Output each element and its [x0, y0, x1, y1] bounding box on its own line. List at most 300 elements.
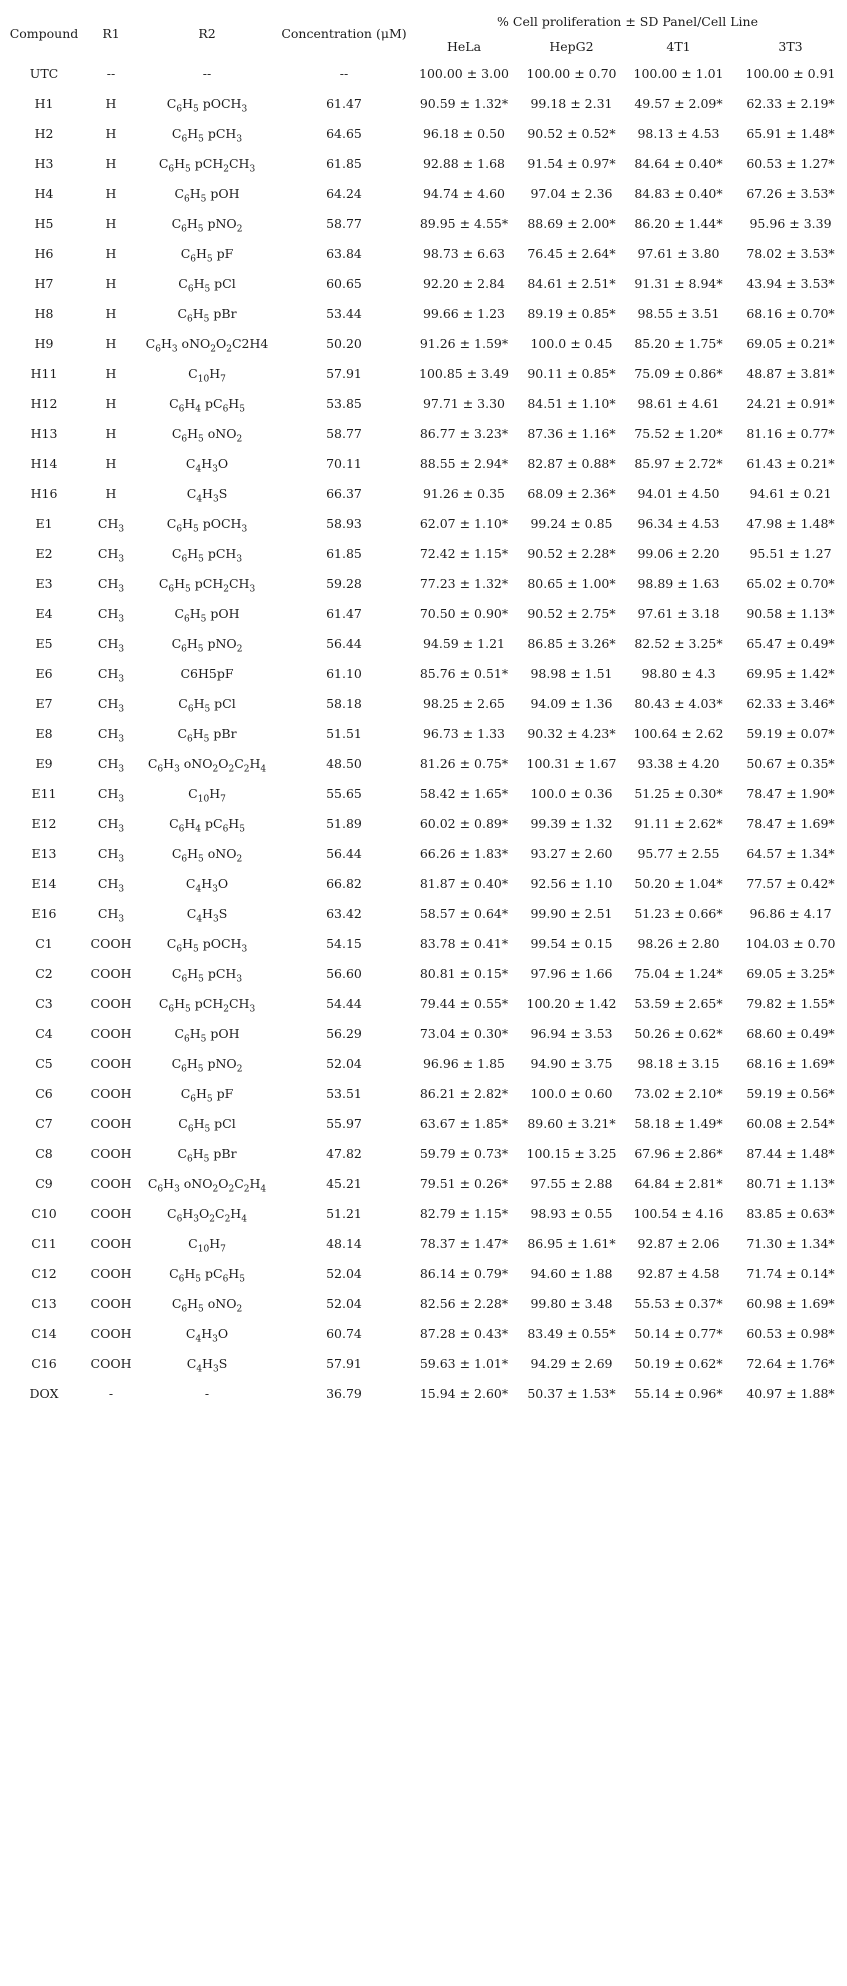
hela-value: 86.21 ± 2.82* [419, 1085, 509, 1101]
r2-cell [134, 328, 280, 358]
concentration-cell: 54.44 [326, 995, 362, 1011]
formula-subscript: 4 [195, 464, 202, 475]
r2-cell [134, 1138, 280, 1168]
formula-subscript: 4 [196, 494, 203, 505]
formula-subscript: 5 [239, 1274, 245, 1285]
compound-cell: DOX [29, 1385, 59, 1401]
hepg2-value: 89.19 ± 0.85* [527, 305, 616, 321]
3t3-value: 94.61 ± 0.21 [749, 485, 832, 501]
hela-value: 86.14 ± 0.79* [419, 1265, 509, 1281]
3t3-value: 65.02 ± 0.70* [746, 575, 835, 591]
formula-subscript: 5 [198, 974, 204, 985]
compound-cell: C14 [31, 1325, 57, 1341]
table-row [0, 658, 847, 688]
concentration-cell: 58.77 [326, 215, 362, 231]
formula-text: C [158, 155, 169, 171]
compound-cell: E3 [35, 575, 53, 591]
3t3-value: 65.47 ± 0.49* [746, 635, 835, 651]
r1-cell [88, 538, 134, 568]
formula-subscript: 6 [168, 584, 175, 595]
formula-subscript: 7 [220, 1244, 226, 1255]
r2-cell [134, 1078, 280, 1108]
3t3-value: 60.53 ± 0.98* [746, 1325, 835, 1341]
formula-text: pCH [203, 125, 237, 141]
formula-subscript: 5 [198, 1304, 204, 1315]
formula-text: pOH [206, 1025, 240, 1041]
hela-value: 81.87 ± 0.40* [419, 875, 509, 891]
table-row [0, 1258, 847, 1288]
3t3-value: 78.47 ± 1.69* [746, 815, 835, 831]
formula-text: H [174, 995, 186, 1011]
4t1-value: 84.64 ± 0.40* [634, 155, 723, 171]
r1-cell [88, 448, 134, 478]
formula-text: COOH [90, 935, 132, 951]
concentration-cell: 54.15 [326, 935, 362, 951]
formula-text: pCl [210, 275, 236, 291]
concentration-cell: 56.29 [326, 1025, 362, 1041]
formula-text: H [105, 365, 117, 381]
r2-cell [134, 88, 280, 118]
3t3-value: 80.71 ± 1.13* [746, 1175, 835, 1191]
formula-subscript: 4 [196, 914, 203, 925]
formula-subscript: 2 [236, 434, 243, 445]
formula-text: C [178, 275, 188, 291]
r2-cell [134, 268, 280, 298]
formula-text: S [218, 485, 228, 501]
formula-text: H [105, 455, 117, 471]
formula-text: H [182, 95, 194, 111]
4t1-value: 75.04 ± 1.24* [634, 965, 723, 981]
formula-text: S [218, 1355, 228, 1371]
formula-text: pF [212, 1085, 234, 1101]
4t1-value: 53.59 ± 2.65* [634, 995, 723, 1011]
concentration-cell: 59.28 [326, 575, 362, 591]
formula-subscript: 3 [236, 974, 243, 985]
3t3-value: 24.21 ± 0.91* [746, 395, 835, 411]
formula-text: H [186, 215, 198, 231]
formula-subscript: 3 [236, 554, 243, 565]
concentration-cell: 45.21 [326, 1175, 362, 1191]
r1-cell [88, 148, 134, 178]
formula-text: pNO [203, 635, 237, 651]
table-row [0, 298, 847, 328]
4t1-value: 50.26 ± 0.62* [634, 1025, 723, 1041]
4t1-value: 99.06 ± 2.20 [637, 545, 720, 561]
4t1-value: 98.18 ± 3.15 [637, 1055, 720, 1071]
formula-text: pOCH [198, 515, 242, 531]
formula-text: H [105, 425, 117, 441]
formula-text: COOH [90, 1145, 132, 1161]
hepg2-value: 96.94 ± 3.53 [530, 1025, 613, 1041]
hepg2-value: 93.27 ± 2.60 [530, 845, 613, 861]
r1-cell [88, 1048, 134, 1078]
3t3-value: 50.67 ± 0.35* [746, 755, 835, 771]
4t1-value: 100.00 ± 1.01 [633, 65, 724, 81]
formula-subscript: 2 [212, 1184, 219, 1195]
4t1-value: 50.20 ± 1.04* [634, 875, 723, 891]
formula-text: H [105, 245, 117, 261]
table-row [0, 628, 847, 658]
4t1-value: 67.96 ± 2.86* [634, 1145, 723, 1161]
4t1-value: 92.87 ± 4.58 [637, 1265, 720, 1281]
3t3-value: 48.87 ± 3.81* [746, 365, 835, 381]
hepg2-value: 83.49 ± 0.55* [527, 1325, 616, 1341]
compound-cell: C9 [35, 1175, 53, 1191]
formula-text: pOH [206, 185, 240, 201]
formula-subscript: 6 [187, 1124, 194, 1135]
hela-value: 82.56 ± 2.28* [419, 1295, 509, 1311]
r1-cell [88, 1228, 134, 1258]
3t3-value: 100.00 ± 0.91 [745, 65, 836, 81]
formula-subscript: 5 [204, 1124, 211, 1135]
hepg2-value: 91.54 ± 0.97* [527, 155, 616, 171]
hepg2-value: 100.00 ± 0.70 [526, 65, 617, 81]
concentration-cell: 52.04 [326, 1295, 362, 1311]
concentration-cell: 64.24 [326, 185, 362, 201]
formula-text: C [174, 605, 185, 621]
formula-text: C [147, 755, 158, 771]
compound-cell: C10 [31, 1205, 57, 1221]
formula-text: C [186, 905, 197, 921]
formula-text: H [196, 245, 207, 261]
formula-subscript: 2 [223, 584, 229, 595]
formula-subscript: 3 [241, 104, 248, 115]
hepg2-value: 76.45 ± 2.64* [527, 245, 616, 261]
formula-subscript: 3 [171, 344, 178, 355]
compound-cell: C6 [35, 1085, 53, 1101]
table-row [0, 268, 847, 298]
formula-subscript: 6 [181, 1064, 187, 1075]
concentration-cell: 55.97 [326, 1115, 362, 1131]
formula-subscript: 5 [195, 1274, 202, 1285]
hela-header: HeLa [446, 39, 482, 54]
formula-text: pC [201, 1265, 223, 1281]
formula-text: C [174, 185, 185, 201]
formula-text: C [171, 215, 182, 231]
concentration-cell: 48.14 [326, 1235, 362, 1251]
r1-cell [88, 358, 134, 388]
formula-subscript: 6 [181, 644, 187, 655]
concentration-cell: -- [339, 65, 349, 81]
4t1-value: 51.25 ± 0.30* [634, 785, 723, 801]
4t1-value: 82.52 ± 3.25* [634, 635, 723, 651]
formula-text: H [189, 605, 201, 621]
formula-text: H [105, 305, 117, 321]
3t3-value: 104.03 ± 0.70 [745, 935, 836, 951]
formula-text: - [108, 1385, 114, 1401]
formula-subscript: 5 [197, 644, 204, 655]
formula-text: H [249, 755, 261, 771]
hepg2-value: 89.60 ± 3.21* [527, 1115, 616, 1131]
hela-value: 63.67 ± 1.85* [419, 1115, 509, 1131]
formula-subscript: 4 [241, 1214, 247, 1225]
formula-subscript: 2 [236, 854, 243, 865]
formula-subscript: 3 [118, 734, 125, 745]
formula-subscript: 6 [176, 944, 183, 955]
formula-text: COOH [90, 1025, 132, 1041]
formula-subscript: 5 [200, 194, 207, 205]
formula-text: H [187, 965, 199, 981]
formula-text: C [171, 125, 182, 141]
compound-cell: H14 [30, 455, 58, 471]
formula-text: COOH [90, 1055, 132, 1071]
compound-cell: C12 [31, 1265, 57, 1281]
formula-subscript: 4 [195, 884, 202, 895]
concentration-cell: 36.79 [326, 1385, 362, 1401]
r2-cell [134, 838, 280, 868]
hela-value: 79.51 ± 0.26* [419, 1175, 509, 1191]
formula-subscript: 5 [204, 704, 211, 715]
formula-text: H [105, 155, 117, 171]
formula-text: pOH [206, 605, 240, 621]
concentration-cell: 64.65 [326, 125, 362, 141]
r1-cell [88, 1138, 134, 1168]
formula-subscript: 3 [118, 614, 125, 625]
hela-value: 91.26 ± 0.35 [422, 485, 506, 501]
r2-cell [134, 388, 280, 418]
compound-cell: H1 [34, 95, 54, 111]
r1-cell [88, 808, 134, 838]
formula-text: H [187, 425, 199, 441]
formula-text: H [193, 1115, 205, 1131]
hela-value: 92.20 ± 2.84 [422, 275, 506, 291]
formula-subscript: 4 [195, 824, 202, 835]
formula-text: C [185, 875, 196, 891]
hepg2-value: 68.09 ± 2.36* [527, 485, 616, 501]
compound-cell: H4 [34, 185, 54, 201]
table-row [0, 1108, 847, 1138]
formula-text: H [174, 575, 186, 591]
formula-subscript: 2 [224, 1214, 231, 1225]
hepg2-value: 90.52 ± 2.75* [527, 605, 616, 621]
formula-text: pCH [190, 155, 224, 171]
4t1-value: 50.19 ± 0.62* [634, 1355, 723, 1371]
table-row [0, 958, 847, 988]
r1-cell [88, 508, 134, 538]
formula-text: CH [97, 665, 119, 681]
formula-subscript: 3 [118, 794, 125, 805]
formula-subscript: 3 [212, 464, 218, 475]
table-row [0, 568, 847, 598]
formula-subscript: 3 [118, 854, 125, 865]
r2-cell [134, 628, 280, 658]
formula-text: oNO [179, 1175, 213, 1191]
formula-subscript: 5 [200, 614, 207, 625]
formula-subscript: 6 [157, 1184, 164, 1195]
compound-cell: H5 [34, 215, 54, 231]
compound-cell: C1 [35, 935, 53, 951]
formula-subscript: 3 [241, 944, 248, 955]
formula-text: O [199, 1205, 210, 1221]
formula-text: oNO [203, 1295, 237, 1311]
formula-subscript: 6 [178, 1274, 185, 1285]
hela-value: 62.07 ± 1.10* [419, 515, 509, 531]
concentration-cell: 48.50 [326, 755, 362, 771]
formula-subscript: 5 [198, 854, 204, 865]
formula-text: O [216, 335, 227, 351]
table-row [0, 358, 847, 388]
formula-subscript: 3 [236, 134, 243, 145]
formula-subscript: 5 [197, 224, 204, 235]
formula-subscript: 6 [181, 434, 188, 445]
4t1-value: 96.34 ± 4.53 [637, 515, 720, 531]
4t1-value: 49.57 ± 2.09* [634, 95, 723, 111]
table-row [0, 58, 847, 88]
hela-value: 89.95 ± 4.55* [419, 215, 509, 231]
formula-text: C [171, 965, 182, 981]
r1-cell [88, 328, 134, 358]
formula-subscript: 6 [157, 764, 164, 775]
r1-cell [88, 478, 134, 508]
formula-subscript: 5 [203, 734, 210, 745]
4t1-value: 55.53 ± 0.37* [634, 1295, 723, 1311]
formula-subscript: 6 [222, 1274, 229, 1285]
r1-cell [88, 88, 134, 118]
compound-cell: C11 [31, 1235, 57, 1251]
r2-cell [134, 988, 280, 1018]
formula-subscript: 3 [118, 764, 125, 775]
hepg2-value: 94.90 ± 3.75 [530, 1055, 613, 1071]
formula-text: H [105, 95, 117, 111]
r2-cell [134, 958, 280, 988]
formula-text: H [202, 1355, 213, 1371]
r1-cell [88, 868, 134, 898]
4t1-value: 97.61 ± 3.80 [637, 245, 720, 261]
compound-cell: H6 [34, 245, 54, 261]
hepg2-value: 90.11 ± 0.85* [527, 365, 616, 381]
4t1-value: 95.77 ± 2.55 [637, 845, 720, 861]
table-row [0, 1078, 847, 1108]
formula-subscript: 3 [174, 1184, 180, 1195]
4t1-value: 73.02 ± 2.10* [634, 1085, 723, 1101]
formula-text: pBr [209, 725, 237, 741]
formula-subscript: 3 [212, 494, 219, 505]
formula-text: O [218, 755, 229, 771]
formula-text: pC [201, 815, 223, 831]
formula-text: CH [228, 575, 250, 591]
formula-text: H [202, 905, 213, 921]
formula-subscript: 3 [241, 524, 248, 535]
formula-text: CH [97, 515, 119, 531]
formula-subscript: 5 [197, 1064, 204, 1075]
r2-cell [134, 178, 280, 208]
hepg2-value: 94.60 ± 1.88 [530, 1265, 613, 1281]
formula-text: COOH [90, 1205, 132, 1221]
hepg2-value: 90.52 ± 0.52* [527, 125, 616, 141]
formula-text: C [177, 305, 188, 321]
formula-subscript: 3 [118, 824, 125, 835]
compound-cell: E11 [31, 785, 57, 801]
hepg2-value: 97.55 ± 2.88 [530, 1175, 613, 1191]
r2-cell [134, 298, 280, 328]
table-row [0, 838, 847, 868]
formula-subscript: 6 [187, 284, 194, 295]
hepg2-header: HepG2 [549, 39, 594, 54]
formula-subscript: 3 [212, 1364, 219, 1375]
formula-subscript: 6 [184, 614, 190, 625]
concentration-cell: 56.44 [326, 635, 362, 651]
formula-text: C [169, 1265, 179, 1281]
hela-value: 88.55 ± 2.94* [419, 455, 509, 471]
formula-subscript: 3 [193, 1214, 199, 1225]
compound-cell: H7 [34, 275, 54, 291]
formula-text: COOH [90, 1295, 132, 1311]
4t1-value: 98.80 ± 4.3 [641, 665, 716, 681]
table-row [0, 778, 847, 808]
r1-cell [88, 388, 134, 418]
hepg2-value: 100.31 ± 1.67 [526, 755, 617, 771]
formula-subscript: 6 [176, 104, 183, 115]
formula-text: H [209, 1235, 221, 1251]
hela-value: 80.81 ± 0.15* [419, 965, 509, 981]
hela-value: 96.73 ± 1.33 [422, 725, 506, 741]
concentration-cell: 66.37 [326, 485, 362, 501]
compound-cell: H11 [30, 365, 58, 381]
formula-text: H [193, 695, 205, 711]
formula-subscript: 5 [203, 314, 210, 325]
formula-subscript: 6 [190, 254, 196, 265]
compound-cell: E12 [31, 815, 57, 831]
formula-text: C [174, 1025, 185, 1041]
3t3-value: 71.74 ± 0.14* [746, 1265, 835, 1281]
formula-text: pOCH [198, 95, 242, 111]
r1-cell [88, 988, 134, 1018]
r1-cell [88, 1288, 134, 1318]
formula-text: H [174, 155, 186, 171]
r1-cell [88, 658, 134, 688]
r2-cell [134, 238, 280, 268]
r1-cell [88, 1318, 134, 1348]
concentration-cell: 61.47 [326, 605, 362, 621]
formula-text: O [217, 875, 229, 891]
formula-text: C6H5pF [180, 665, 234, 681]
concentration-cell: 53.51 [326, 1085, 362, 1101]
formula-text: pCl [210, 695, 236, 711]
4t1-value: 91.31 ± 8.94* [634, 275, 723, 291]
table-row [0, 1288, 847, 1318]
formula-text: C [180, 1085, 191, 1101]
formula-subscript: 10 [197, 1244, 210, 1255]
formula-text: H [105, 275, 117, 291]
r1-cell [88, 1378, 134, 1408]
formula-text: H [187, 1295, 199, 1311]
formula-text: C [178, 695, 188, 711]
concentration-cell: 51.89 [326, 815, 362, 831]
formula-text: H [186, 635, 198, 651]
formula-subscript: 6 [181, 224, 187, 235]
formula-subscript: 4 [195, 1334, 202, 1345]
formula-text: O [217, 1325, 229, 1341]
formula-subscript: 3 [249, 1004, 256, 1015]
hepg2-value: 94.09 ± 1.36 [530, 695, 613, 711]
formula-subscript: 2 [210, 344, 216, 355]
formula-subscript: 3 [118, 914, 125, 925]
r2-cell [134, 748, 280, 778]
concentration-cell: 61.85 [326, 545, 362, 561]
hepg2-value: 87.36 ± 1.16* [527, 425, 616, 441]
concentration-cell: 52.04 [326, 1055, 362, 1071]
concentration-cell: 51.51 [326, 725, 362, 741]
table-row [0, 1168, 847, 1198]
formula-text: oNO [203, 425, 237, 441]
formula-subscript: 2 [243, 1184, 250, 1195]
table-row [0, 478, 847, 508]
formula-text: C [171, 545, 182, 561]
table-row [0, 1228, 847, 1258]
formula-subscript: 2 [223, 1004, 229, 1015]
formula-subscript: 5 [198, 134, 204, 145]
r2-cell [134, 1378, 280, 1408]
